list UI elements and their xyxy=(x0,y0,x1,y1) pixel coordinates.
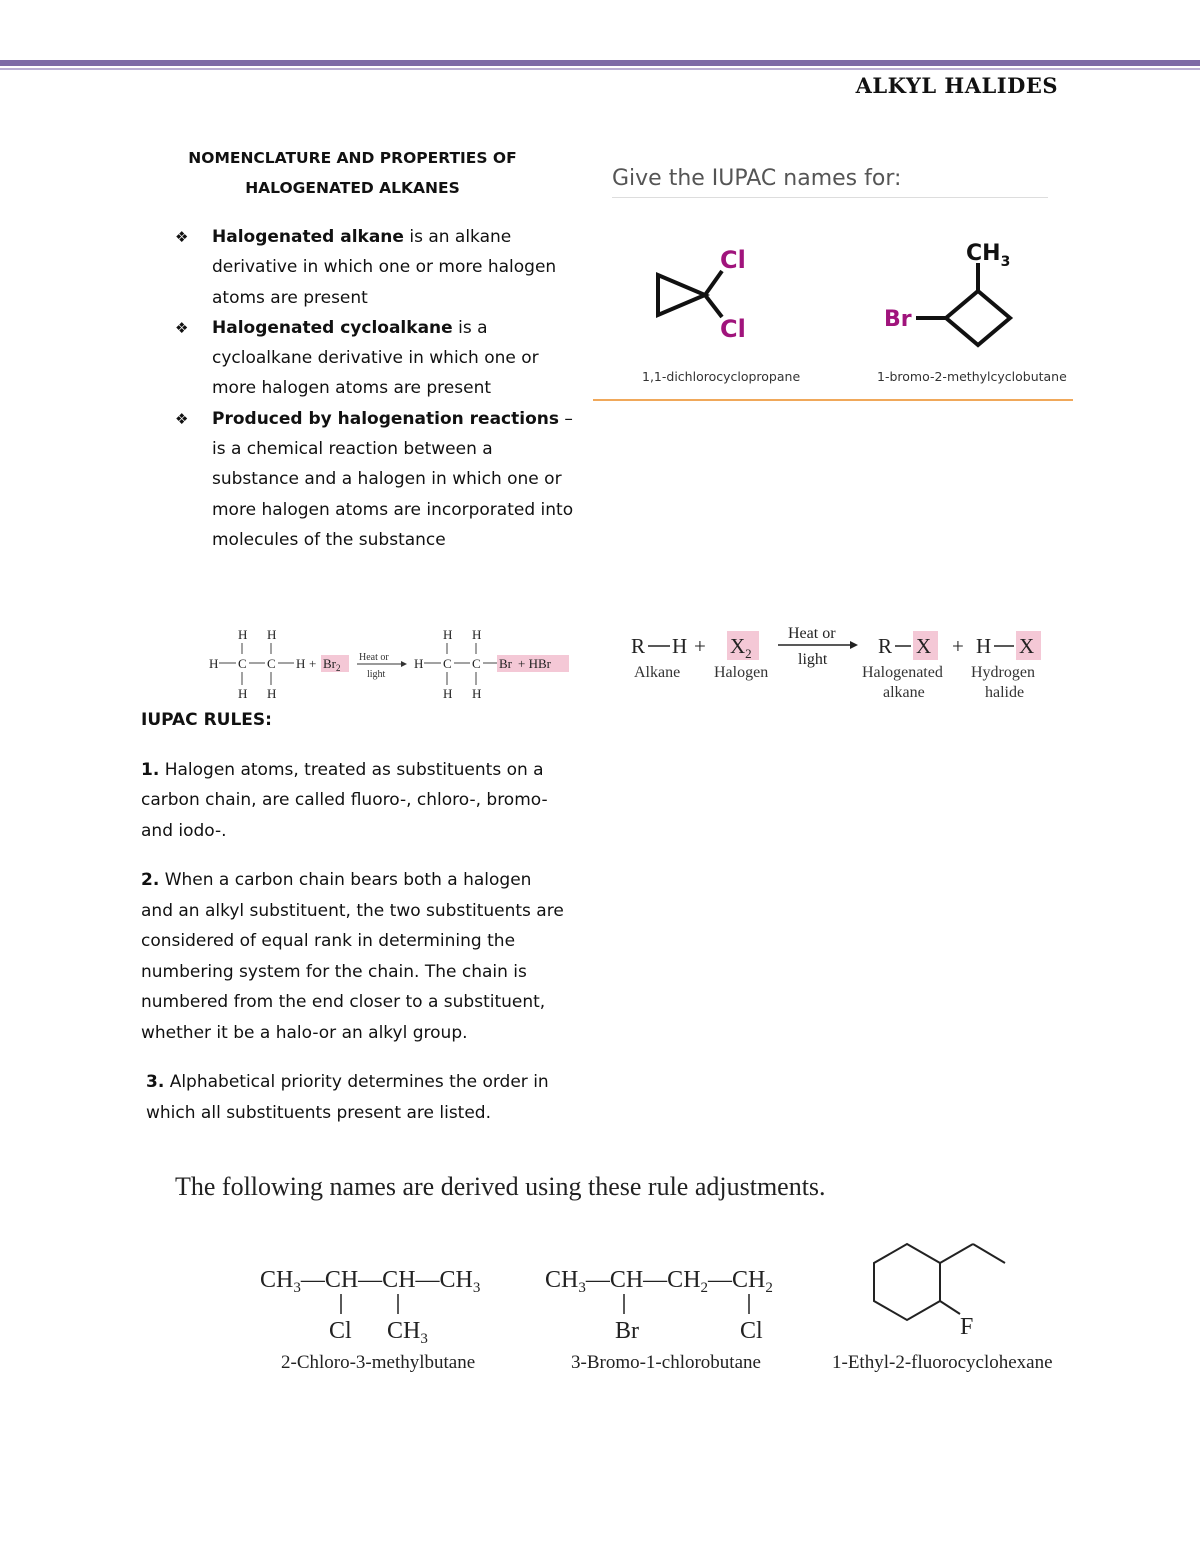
diamond-bullet-icon: ❖ xyxy=(175,409,189,428)
panel-divider xyxy=(612,197,1048,198)
svg-text:H: H xyxy=(472,686,482,701)
ex1-name: 2-Chloro-3-methylbutane xyxy=(281,1352,476,1373)
cyclohexane-ring xyxy=(874,1244,940,1320)
svg-text:Alkane: Alkane xyxy=(634,664,681,681)
header-rule xyxy=(0,60,1200,66)
rule-item: 1. Halogen atoms, treated as substituents on a carbon chain, are called fluoro-, chloro-, bromo- and iodo-. xyxy=(141,759,548,841)
iupac-panel-title: Give the IUPAC names for: xyxy=(612,166,902,191)
diamond-bullet-icon: ❖ xyxy=(175,228,189,246)
mol2-ch: CH xyxy=(966,241,1001,266)
svg-text:+: + xyxy=(952,634,964,658)
svg-text:R: R xyxy=(878,634,893,658)
section-title xyxy=(140,143,565,203)
mol1-name: 1,1-dichlorocyclopropane xyxy=(642,369,801,384)
svg-text:X: X xyxy=(916,634,932,658)
ex2-name: 3-Bromo-1-chlorobutane xyxy=(571,1352,761,1373)
mol1-cl-bottom: Cl xyxy=(720,315,746,343)
svg-text:H: H xyxy=(209,656,219,671)
svg-text:H: H xyxy=(472,627,482,642)
svg-text:CH3—CH—CH—CH3: $CH_3—CH—CH—CH_3$ xyxy=(260,1267,481,1296)
svg-text:H: H xyxy=(296,656,306,671)
section-title-line2: HALOGENATED ALKANES xyxy=(245,179,460,197)
rule-item: 3. Alphabetical priority determines the order in which all substituents present are listed. xyxy=(146,1072,549,1123)
mol2-name: 1-bromo-2-methylcyclobutane xyxy=(877,369,1067,384)
svg-text:CH3: $CH_3$ xyxy=(387,1318,428,1347)
section-title-line1: NOMENCLATURE AND PROPERTIES OF xyxy=(188,149,517,167)
ethane-bromination-reaction xyxy=(205,622,575,704)
svg-text:CH3 xyxy=(966,241,1010,270)
svg-text:H: H xyxy=(414,656,424,671)
svg-text:alkane: alkane xyxy=(883,684,925,701)
svg-text:light: light xyxy=(798,651,828,668)
definition: –is a chemical reaction between a substance and a halogen in which one or more halogen atoms are incorporated into molecules of the substance xyxy=(212,408,574,550)
svg-text:C: C xyxy=(472,656,481,671)
ex3-name: 1-Ethyl-2-fluorocyclohexane xyxy=(832,1352,1053,1373)
header-rule-thin xyxy=(0,68,1200,70)
rule-item: 2. When a carbon chain bears both a halogen and an alkyl substituent, the two substituents are considered of equal rank in determining the numbering system for the chain. The chain is numbered from the end closer to a substituent, whether it be a halo-or an alkyl group. xyxy=(141,870,564,1043)
svg-text:H: H xyxy=(267,686,277,701)
svg-text:C: C xyxy=(443,656,452,671)
svg-text:H: H xyxy=(267,627,277,642)
svg-text:Halogenated: Halogenated xyxy=(862,664,943,681)
svg-text:Hydrogen: Hydrogen xyxy=(971,664,1035,681)
mol1-cl-top: Cl xyxy=(720,246,746,274)
definition: is an alkane derivative in which one or more halogen atoms are present xyxy=(212,227,557,308)
cyclopropane-ring xyxy=(658,275,705,315)
panel-underline xyxy=(593,399,1073,401)
svg-text:Cl: Cl xyxy=(329,1318,352,1344)
svg-text:H: H xyxy=(976,634,992,658)
svg-text:C: C xyxy=(238,656,247,671)
iupac-rules xyxy=(141,705,566,1147)
cyclobutane-ring xyxy=(946,291,1010,345)
svg-text:X2: $X_2$ xyxy=(730,634,752,661)
rules-heading: IUPAC RULES: xyxy=(141,710,272,730)
mol2-ch-sub: 3 xyxy=(1000,254,1011,270)
term: Produced by halogenation reactions xyxy=(212,408,559,429)
svg-text:+: + xyxy=(309,656,317,671)
svg-text:+ HBr: + HBr xyxy=(518,656,551,671)
svg-text:X: X xyxy=(1019,634,1035,658)
svg-text:H: H xyxy=(672,634,688,658)
svg-text:H: H xyxy=(238,686,248,701)
svg-text:Heat or: Heat or xyxy=(788,625,836,642)
example-structures xyxy=(255,1230,1065,1380)
definition: is a cycloalkane derivative in which one or more halogen atoms are present xyxy=(212,317,539,399)
svg-text:H: H xyxy=(443,627,453,642)
mol2-br: Br xyxy=(884,307,912,332)
svg-text:+: + xyxy=(694,634,706,658)
svg-text:Br2: $Br_2$ xyxy=(323,656,341,673)
svg-text:light: light xyxy=(367,669,386,680)
diamond-bullet-icon: ❖ xyxy=(175,318,189,337)
iupac-molecules xyxy=(600,205,1080,395)
definition-list xyxy=(175,222,575,555)
svg-text:C: C xyxy=(267,656,276,671)
list-item xyxy=(175,222,575,313)
general-halogenation-reaction xyxy=(628,618,1058,708)
svg-text:R: R xyxy=(631,634,646,658)
svg-text:Cl: Cl xyxy=(740,1318,763,1344)
examples-caption: The following names are derived using these rule adjustments. xyxy=(175,1172,826,1201)
svg-text:H: H xyxy=(443,686,453,701)
svg-text:Br: Br xyxy=(499,656,512,671)
term: Halogenated cycloalkane xyxy=(212,317,453,338)
svg-text:F: F xyxy=(960,1314,974,1340)
list-item xyxy=(175,313,575,404)
svg-text:Halogen: Halogen xyxy=(714,664,769,681)
svg-text:Heat or: Heat or xyxy=(359,652,389,663)
svg-text:Br: Br xyxy=(615,1318,639,1344)
list-item xyxy=(175,404,575,555)
page-header-title: ALKYL HALIDES xyxy=(855,73,1058,98)
svg-text:CH3—CH—CH2—CH2: $CH_3—CH—CH_2—CH_2$ xyxy=(545,1267,773,1296)
svg-text:H: H xyxy=(238,627,248,642)
term: Halogenated alkane xyxy=(212,227,404,247)
svg-text:halide: halide xyxy=(985,684,1025,701)
